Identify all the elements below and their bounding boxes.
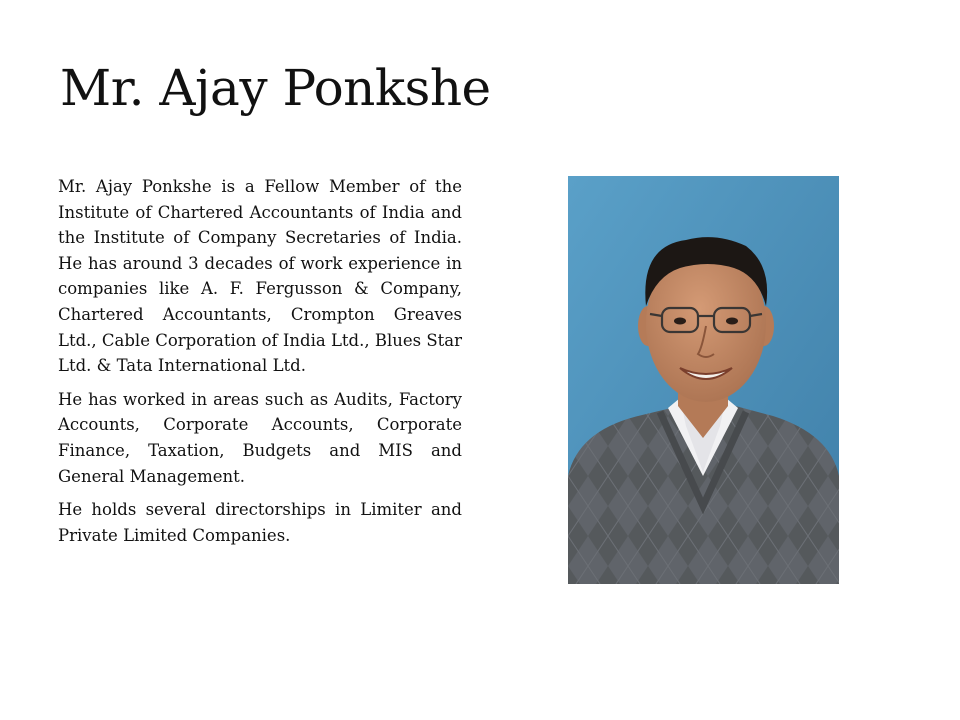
portrait-illustration	[568, 176, 839, 584]
slide-title: Mr. Ajay Ponkshe	[60, 59, 491, 117]
bio-paragraph: He holds several directorships in Limiter and Private Limited Companies.	[58, 500, 462, 545]
portrait-photo	[568, 176, 839, 584]
bio-paragraph: He has worked in areas such as Audits, Factory Accounts, Corporate Accounts, Corporate Finance, Taxation, Budgets and MIS and General Management.	[58, 389, 462, 486]
bio-paragraph: Mr. Ajay Ponkshe is a Fellow Member of the Institute of Chartered Accountants of India and the Institute of Company Secretaries of India. He has around 3 decades of work experience in companies like A. F. Fergusson & Company, Chartered Accountants, Crompton Greaves Ltd., Cable Corporation of India Ltd., Blues Star Ltd. & Tata International Ltd.	[58, 177, 462, 376]
bio-text	[58, 174, 462, 556]
